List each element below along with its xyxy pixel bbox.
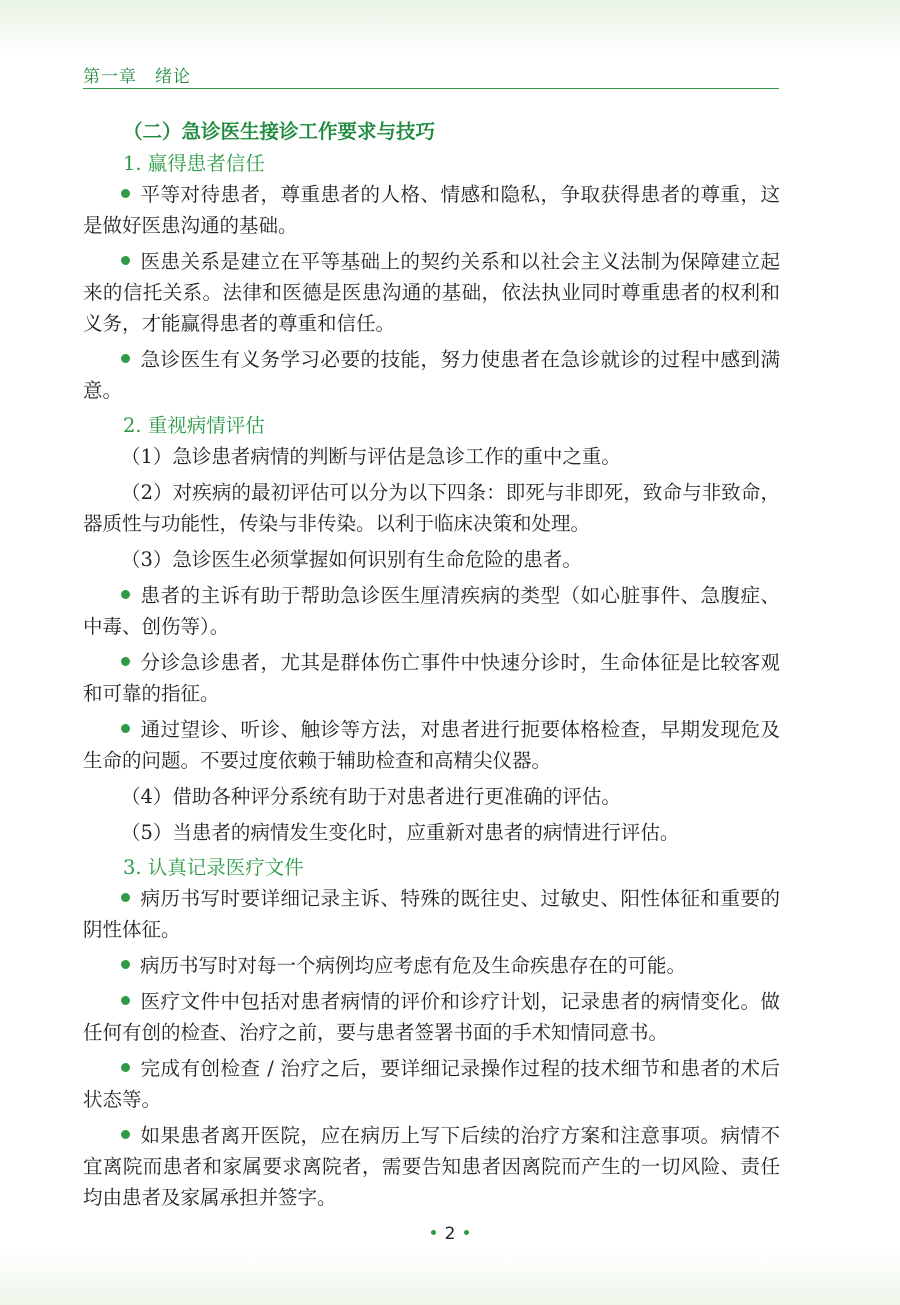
bullet-icon xyxy=(121,1130,130,1139)
section-title: （二）急诊医生接诊工作要求与技巧 xyxy=(123,120,436,143)
paragraph: 病历书写时对每一个病例均应考虑有危及生命疾患存在的可能。 xyxy=(83,950,780,981)
bullet-icon xyxy=(121,256,130,265)
paragraph: 如果患者离开医院，应在病历上写下后续的治疗方案和注意事项。病情不宜离院而患者和家属要求离院者，需要告知患者因离院而产生的一切风险、责任均由患者及家属承担并签字。 xyxy=(83,1124,780,1209)
paragraph: 病历书写时要详细记录主诉、特殊的既往史、过敏史、阳性体征和重要的阴性体征。 xyxy=(83,887,780,941)
bullet-icon xyxy=(121,354,130,363)
bullet-icon xyxy=(121,724,130,733)
bullet-icon xyxy=(121,1063,130,1072)
page-content xyxy=(83,115,780,1218)
dot-icon xyxy=(431,1230,436,1235)
paragraph: （5）当患者的病情发生变化时，应重新对患者的病情进行评估。 xyxy=(121,821,680,844)
paragraph: 急诊医生有义务学习必要的技能，努力使患者在急诊就诊的过程中感到满意。 xyxy=(83,348,780,402)
bullet-icon xyxy=(121,657,130,666)
paragraph: 通过望诊、听诊、触诊等方法，对患者进行扼要体格检查，早期发现危及生命的问题。不要过度依赖于辅助检查和高精尖仪器。 xyxy=(83,718,780,772)
subheading-1: 1. 赢得患者信任 xyxy=(123,152,265,175)
paragraph: （1）急诊患者病情的判断与评估是急诊工作的重中之重。 xyxy=(121,445,621,468)
paragraph: （4）借助各种评分系统有助于对患者进行更准确的评估。 xyxy=(121,785,621,808)
chapter-title: 第一章 绪论 xyxy=(83,67,191,87)
bullet-icon xyxy=(121,189,130,198)
page-number: 2 xyxy=(444,1224,456,1244)
paragraph: 分诊急诊患者，尤其是群体伤亡事件中快速分诊时，生命体征是比较客观和可靠的指征。 xyxy=(83,651,780,705)
paragraph: 医疗文件中包括对患者病情的评价和诊疗计划，记录患者的病情变化。做任何有创的检查、治疗之前，要与患者签署书面的手术知情同意书。 xyxy=(83,990,780,1044)
bullet-icon xyxy=(121,960,130,969)
paragraph: 平等对待患者，尊重患者的人格、情感和隐私，争取获得患者的尊重，这是做好医患沟通的基础。 xyxy=(83,183,780,237)
paragraph: （2）对疾病的最初评估可以分为以下四条：即死与非即死，致命与非致命，器质性与功能性，传染与非传染。以利于临床决策和处理。 xyxy=(83,481,780,535)
subheading-2: 2. 重视病情评估 xyxy=(123,414,265,437)
dot-icon xyxy=(464,1230,469,1235)
bullet-icon xyxy=(121,590,130,599)
paragraph: 完成有创检查 / 治疗之后，要详细记录操作过程的技术细节和患者的术后状态等。 xyxy=(83,1057,780,1111)
bullet-icon xyxy=(121,996,130,1005)
bullet-icon xyxy=(121,893,130,902)
page-header xyxy=(83,58,779,89)
paragraph: （3）急诊医生必须掌握如何识别有生命危险的患者。 xyxy=(121,548,582,571)
paragraph: 患者的主诉有助于帮助急诊医生厘清疾病的类型（如心脏事件、急腹症、中毒、创伤等）。 xyxy=(83,584,780,638)
subheading-3: 3. 认真记录医疗文件 xyxy=(123,856,304,879)
page-footer xyxy=(0,1224,900,1244)
paragraph: 医患关系是建立在平等基础上的契约关系和以社会主义法制为保障建立起来的信托关系。法律和医德是医患沟通的基础，依法执业同时尊重患者的权利和义务，才能赢得患者的尊重和信任。 xyxy=(83,250,780,335)
